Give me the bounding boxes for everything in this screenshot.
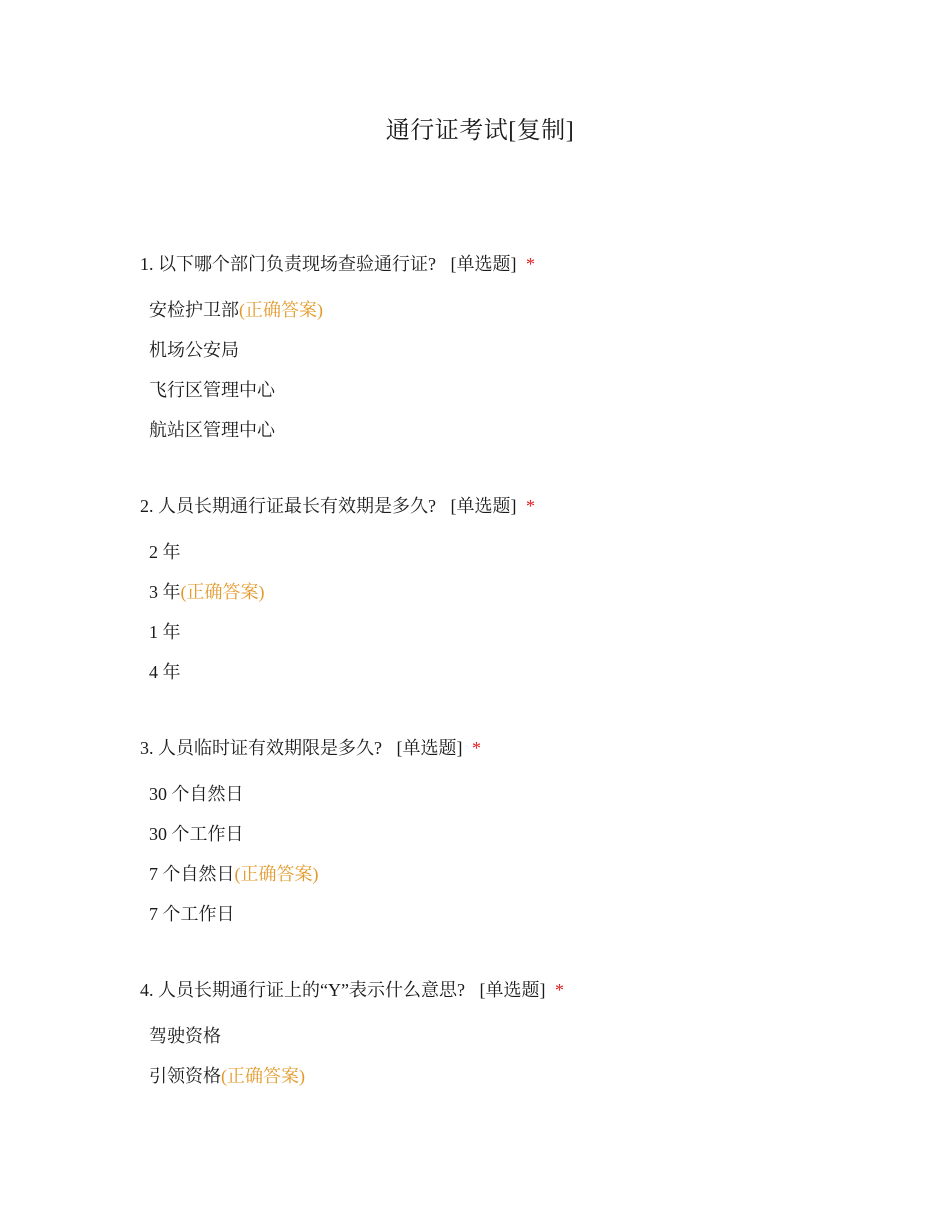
option [149, 377, 900, 417]
question-1 [140, 251, 900, 457]
question-type: [单选题] [450, 254, 517, 274]
question-text: 人员临时证有效期限是多久? [158, 738, 382, 758]
correct-answer-marker: (正确答案) [234, 864, 319, 884]
option [149, 861, 900, 901]
question-type: [单选题] [396, 738, 463, 758]
option-label: 4 年 [149, 662, 181, 682]
option-label: 2 年 [149, 542, 181, 562]
option [149, 579, 900, 619]
option-label: 7 个工作日 [149, 904, 235, 924]
option [149, 901, 900, 941]
option-label: 30 个工作日 [149, 824, 244, 844]
question-text: 以下哪个部门负责现场查验通行证? [158, 254, 436, 274]
question-type: [单选题] [450, 496, 517, 516]
question-4 [140, 977, 900, 1103]
option-label: 安检护卫部 [149, 300, 239, 320]
option [149, 619, 900, 659]
question-header [140, 251, 900, 277]
option-label: 30 个自然日 [149, 784, 244, 804]
option-list [140, 781, 900, 941]
question-number: 3. [140, 738, 154, 758]
option-label: 航站区管理中心 [149, 420, 275, 440]
question-number: 2. [140, 496, 154, 516]
question-header [140, 977, 900, 1003]
question-3 [140, 735, 900, 941]
option [149, 417, 900, 457]
question-header [140, 493, 900, 519]
option-label: 1 年 [149, 622, 181, 642]
option [149, 1023, 900, 1063]
option [149, 821, 900, 861]
option-list [140, 297, 900, 457]
option-label: 7 个自然日 [149, 864, 235, 884]
option-label: 机场公安局 [149, 340, 239, 360]
correct-answer-marker: (正确答案) [180, 582, 265, 602]
page-title: 通行证考试[复制] [385, 118, 575, 144]
option [149, 1063, 900, 1103]
option [149, 659, 900, 699]
question-2 [140, 493, 900, 699]
question-text: 人员长期通行证上的“Y”表示什么意思? [158, 980, 465, 1000]
correct-answer-marker: (正确答案) [221, 1066, 305, 1086]
option-list [140, 539, 900, 699]
correct-answer-marker: (正确答案) [239, 300, 323, 320]
question-header [140, 735, 900, 761]
option [149, 539, 900, 579]
required-star: * [554, 980, 564, 1000]
question-type: [单选题] [479, 980, 546, 1000]
required-star: * [472, 738, 481, 758]
required-star: * [526, 496, 535, 516]
option-label: 引领资格 [149, 1066, 221, 1086]
option [149, 781, 900, 821]
option-list [140, 1023, 900, 1103]
required-star: * [526, 254, 535, 274]
option-label: 飞行区管理中心 [149, 380, 275, 400]
option [149, 337, 900, 377]
option-label: 驾驶资格 [149, 1026, 221, 1046]
option-label: 3 年 [149, 582, 181, 602]
question-number: 1. [140, 254, 154, 274]
question-number: 4. [140, 980, 154, 1000]
question-text: 人员长期通行证最长有效期是多久? [158, 496, 436, 516]
option [149, 297, 900, 337]
